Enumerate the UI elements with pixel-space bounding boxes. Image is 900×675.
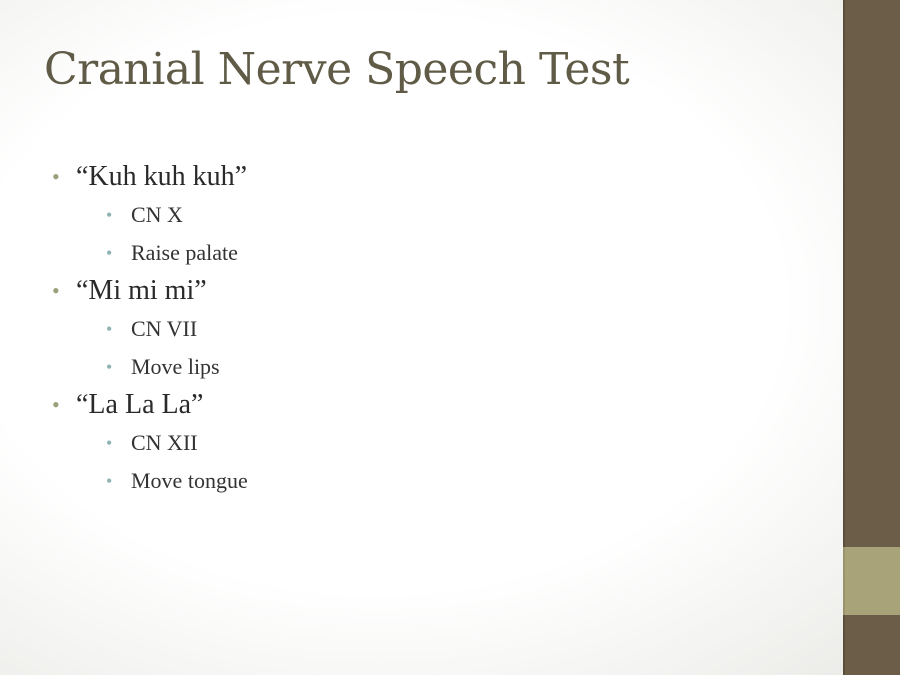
- sub-bullet-item: [106, 234, 248, 272]
- sub-bullet-item: [106, 196, 248, 234]
- sub-bullet-text: Move tongue: [131, 468, 248, 493]
- sub-bullet-text: CN XII: [131, 430, 198, 455]
- sub-bullet-item: [106, 424, 248, 462]
- bullet-item: [52, 158, 248, 272]
- bullet-item: [52, 272, 248, 386]
- sub-bullet-text: Raise palate: [131, 240, 238, 265]
- sub-bullet-dot-icon: •: [106, 433, 113, 453]
- sub-bullet-dot-icon: •: [106, 471, 113, 491]
- sub-bullet-text: CN VII: [131, 316, 198, 341]
- sub-bullet-dot-icon: •: [106, 243, 113, 263]
- sub-bullet-item: [106, 348, 248, 386]
- bullet-item: [52, 386, 248, 500]
- bullet-dot-icon: •: [52, 278, 60, 303]
- sub-bullet-text: CN X: [131, 202, 183, 227]
- bullet-dot-icon: •: [52, 392, 60, 417]
- sub-bullet-item: [106, 310, 248, 348]
- bullet-text: “Mi mi mi”: [76, 275, 207, 306]
- sub-bullet-dot-icon: •: [106, 357, 113, 377]
- sub-bullet-text: Move lips: [131, 354, 220, 379]
- sub-bullet-list: [76, 196, 248, 272]
- bullet-text: “La La La”: [76, 389, 204, 420]
- bullet-text: “Kuh kuh kuh”: [76, 161, 248, 192]
- bullet-list: [52, 158, 248, 500]
- sub-bullet-list: [76, 310, 248, 386]
- side-decor-accent: [843, 547, 900, 615]
- sub-bullet-dot-icon: •: [106, 319, 113, 339]
- slide-title: Cranial Nerve Speech Test: [44, 44, 630, 95]
- sub-bullet-dot-icon: •: [106, 205, 113, 225]
- sub-bullet-list: [76, 424, 248, 500]
- sub-bullet-item: [106, 462, 248, 500]
- bullet-dot-icon: •: [52, 164, 60, 189]
